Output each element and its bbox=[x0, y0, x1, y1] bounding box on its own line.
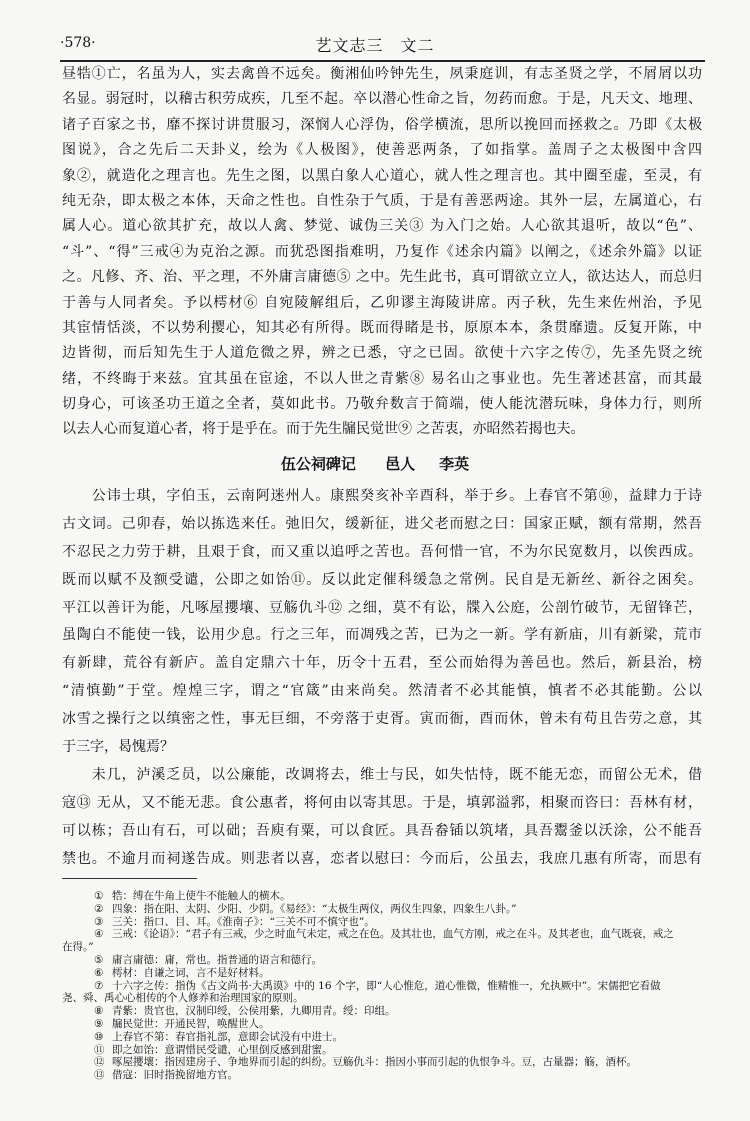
footnote-text: 上春官不第：春官指礼部，意即会试没有中进士。 bbox=[112, 1030, 343, 1043]
footnote bbox=[62, 967, 707, 980]
text-line: 切身心，可该圣功王道之全者，莫如此书。乃敬弁数言于简端，使人能沈潜玩味，身体力行，则所 bbox=[62, 396, 702, 413]
footnote-text: 十六字之传：指伪《古文尚书·大禹谟》中的 16 个字，即“人心惟危，道心惟微，惟精惟一，允执厥中”。宋儒把它看做 bbox=[112, 979, 661, 992]
footnote-number: ⑬ bbox=[94, 1069, 105, 1082]
footnote-number: ① bbox=[94, 890, 104, 902]
text-line: 于善与人同者矣。予以樗材⑥ 自宛陵解组后，乙卯谬主海陵讲席。丙子秋，先生来佐州治，予见 bbox=[62, 294, 702, 311]
text-line: 公讳士琪，字伯玉，云南阿迷州人。康熙癸亥补辛酉科，举于乡。上春官不第⑩，益肆力于诗 bbox=[62, 488, 702, 504]
footnote-text: 三戒：《论语》：“君子有三戒，少之时血气未定，戒之在色。及其壮也，血气方刚，戒之在斗。及其老也，血气既衰，戒之 bbox=[112, 928, 674, 941]
footnote-text: 青紫：贵官也，汉制印绶，公侯用紫，九卿用青。绶：印组。 bbox=[112, 1005, 396, 1018]
footnote-text: 借寇：旧时指挽留地方官。 bbox=[112, 1069, 238, 1082]
footnote bbox=[62, 890, 707, 903]
footnote-number: ⑧ bbox=[94, 1005, 104, 1018]
footnote bbox=[62, 916, 707, 929]
footnote-number: ⑫ bbox=[94, 1056, 105, 1069]
text-line: 平江以善讦为能，凡啄屋攖壤、豆觞仇斗⑫ 之细，莫不有讼，牒入公庭，公剖竹破节，无留锋芒， bbox=[62, 599, 702, 616]
footnote bbox=[62, 1018, 707, 1031]
text-line: 冰雪之操行之以缜密之性，事无巨细，不旁落于吏胥。寅而衙，酉而休，曾未有苟且告劳之意，其 bbox=[62, 711, 702, 728]
footnote bbox=[62, 903, 707, 916]
footnote-text: 庸言庸德：庸，常也。指普通的语言和德行。 bbox=[112, 953, 322, 966]
footnote-text: 樗材：自谦之词，言不是好材料。 bbox=[112, 966, 270, 979]
footnote-text: 四象：指在阳、太阴、少阳、少阴。《易经》：“太极生两仪，两仪生四象，四象生八卦。” bbox=[112, 902, 517, 915]
footnote-text: 牿：缚在牛角上使牛不能触人的横木。 bbox=[112, 890, 291, 902]
text-line: 象②，就造化之理言也。先生之图，以黑白象人心道心，就人性之理言也。其中圈至虚，至灵，有 bbox=[62, 167, 702, 184]
section-title-text: 伍公祠碑记 bbox=[280, 455, 356, 473]
footnotes bbox=[62, 890, 707, 1082]
footnote bbox=[62, 1056, 707, 1069]
footnote-text: 牖民觉世：开通民智，唤醒世人。 bbox=[112, 1017, 270, 1030]
footnote-continuation: 在得。” bbox=[62, 941, 94, 954]
text-line: 虽陶白不能使一钱，讼用少息。行之三年，而凋残之苦，已为之一新。学有新庙，川有新梁，荒市 bbox=[62, 627, 702, 644]
text-line: “斗”、“得”三戒④为克治之源。而犹恐图指难明，乃复作《述余内篇》以阐之，《述余外篇》以证 bbox=[62, 243, 702, 260]
text-line: 有新肆，荒谷有新庐。盖自定鼎六十年，历令十五君，至公而始得为善邑也。然后，新县治，榜 bbox=[62, 655, 702, 672]
text-line: 寇⑬ 无从，又不能无悲。食公惠者，将何由以寄其思。于是，填郭溢郛，相聚而咨曰：吾林有材， bbox=[62, 794, 702, 811]
text-line: 可以栋；吾山有石，可以础；吾庾有粟，可以食匠。具吾畚锸以筑堵，具吾鬻釜以沃涂，公不能吾 bbox=[62, 822, 702, 839]
footnote bbox=[62, 954, 707, 967]
footnote-text: 三关：指口、目、耳。《淮南子》：“三关不可不慎守也”。 bbox=[112, 915, 375, 928]
footnote-number: ⑥ bbox=[94, 966, 104, 979]
text-line: 其宦情恬淡，不以势利撄心，知其必有所得。既而得睹是书，原原本本，条贯靡遗。反复开陈，中 bbox=[62, 319, 702, 336]
section-title bbox=[0, 453, 750, 474]
page-number: ·578· bbox=[60, 35, 96, 51]
footnote-number: ⑪ bbox=[94, 1043, 105, 1056]
text-line: 昼牿①亡，名虽为人，实去禽兽不远矣。衡湘仙吟钟先生，夙秉庭训，有志圣贤之学，不屑屑以功 bbox=[62, 66, 702, 82]
footnote bbox=[62, 928, 707, 941]
author-name: 李英 bbox=[439, 455, 470, 473]
preface-paragraph bbox=[62, 62, 702, 443]
footnote-number: ② bbox=[94, 902, 104, 915]
text-line: 绪，不终晦于来兹。宜其虽在宦途，不以人世之青紫⑧ 易名山之事业也。先生著述甚富，而其最 bbox=[62, 370, 702, 387]
text-line: 纯无杂，即太极之本体，天命之性也。自性杂于气质，于是有善恶两途。其外一层，左属道心，右 bbox=[62, 192, 702, 209]
running-title: 艺文志三 文二 bbox=[315, 36, 435, 55]
text-line: “清慎勤”于堂。煌煌三字，谓之“官箴”由来尚矣。然清者不必其能慎，慎者不必其能勤。公以 bbox=[62, 683, 702, 700]
text-line: 诸子百家之书，靡不探讨讲贯服习，深悯人心浮伪，俗学横流，思所以挽回而拯救之。乃即《太极 bbox=[62, 116, 702, 133]
footnote bbox=[62, 1031, 707, 1044]
text-line: 名显。弱冠时，以稽古积劳成疾，几至不起。卒以潜心性命之旨，勿药而愈。于是，凡天文、地理、 bbox=[62, 91, 702, 108]
footnote bbox=[62, 980, 707, 993]
text-line: 于三字，曷愧焉？ bbox=[62, 739, 174, 756]
text-line: 之。凡修、齐、治、平之理，不外庸言庸德⑤ 之中。先生此书，真可谓欲立立人，欲达达人，而总归 bbox=[62, 269, 702, 286]
author-origin: 邑人 bbox=[385, 455, 416, 473]
footnote bbox=[62, 1069, 707, 1082]
text-line: 未几，泸溪乏员，以公廉能，改调将去，维士与民，如失怙恃，既不能无恋，而留公无术，借 bbox=[62, 766, 702, 783]
footnote-text: 即之如饴：意谓惜民受谴，心里倒反感到甜蜜。 bbox=[112, 1043, 333, 1056]
footnote bbox=[62, 1005, 707, 1018]
footnote-number: ③ bbox=[94, 915, 104, 928]
stele-text bbox=[62, 483, 702, 873]
footnote-continuation: 尧、舜、禹心心相传的个人修养和治理国家的原则。 bbox=[62, 992, 304, 1005]
text-line: 图说》，合之先后二天卦义，绘为《人极图》，使善恶两条，了如指掌。盖周子之太极图中含四 bbox=[62, 142, 702, 159]
footnote-number: ⑦ bbox=[94, 979, 104, 992]
text-line: 既而以赋不及额受谴，公即之如饴⑪。反以此定催科缓急之常例。民自是无新丝、新谷之困矣。 bbox=[62, 571, 702, 588]
text-line: 属人心。道心欲其扩充，故以人禽、梦觉、诚伪三关③ 为入门之始。人心欲其退听，故以“色”、 bbox=[62, 218, 702, 235]
footnote-text: 啄屋攖壤：指因建房子、争地界而引起的纠纷。豆觞仇斗：指因小事而引起的仇恨争斗。豆，古量器；觞，酒杯。 bbox=[112, 1056, 637, 1069]
footnote-number: ⑨ bbox=[94, 1017, 104, 1030]
text-line: 不忍民之力劳于耕，且艰于食，而又重以追呼之苦也。吾何惜一官，不为尔民宽数月，以俟西成。 bbox=[62, 543, 702, 560]
text-line: 古文词。己卯春，始以拣选来任。弛旧欠，缓新征，进父老而慰之曰：国家正赋，额有常期，然吾 bbox=[62, 515, 702, 532]
footnote-rule bbox=[62, 878, 197, 879]
text-line: 边皆彻，而后知先生于人道危微之界，辨之已悉，守之已固。欲使十六字之传⑦，先圣先贤之统 bbox=[62, 345, 702, 362]
footnote bbox=[62, 1044, 707, 1057]
text-line: 禁也。不逾月而祠遂告成。则悲者以喜，恋者以慰曰：今而后，公虽去，我庶几惠有所寄，而思有 bbox=[62, 850, 702, 867]
footnote-number: ④ bbox=[94, 928, 104, 941]
footnote-number: ⑩ bbox=[94, 1030, 104, 1043]
footnote-number: ⑤ bbox=[94, 953, 104, 966]
text-line: 以去人心而复道心者，将于是乎在。而于先生牖民觉世⑨ 之苦衷，亦昭然若揭也夫。 bbox=[62, 421, 585, 438]
